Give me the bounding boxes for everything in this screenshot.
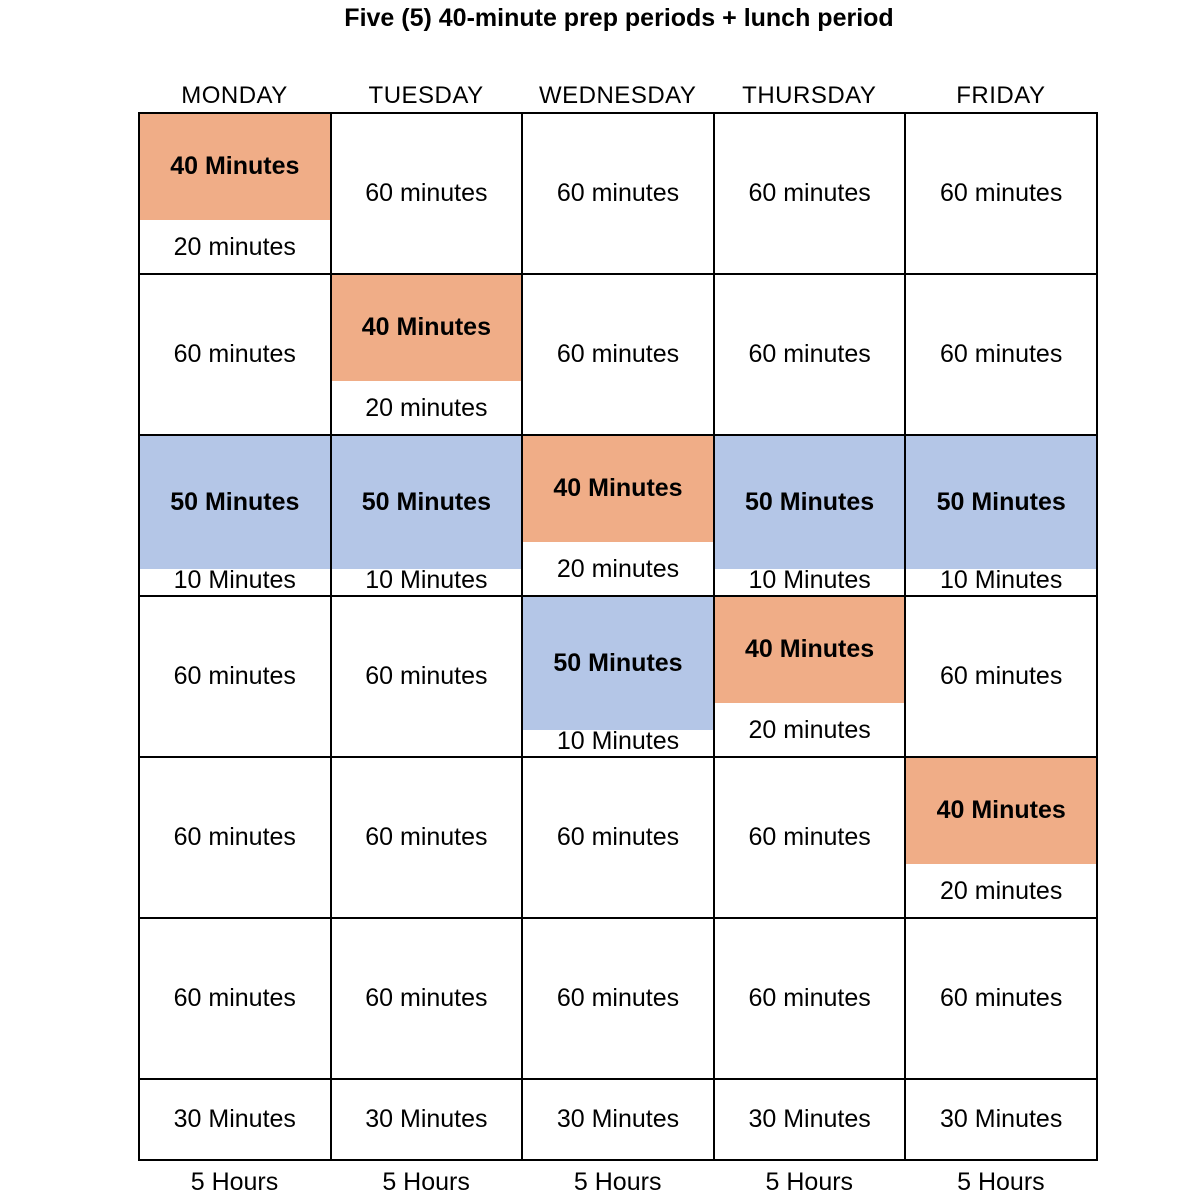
schedule-cell (905, 435, 1097, 596)
schedule-cell (139, 918, 331, 1079)
schedule-cell (522, 1079, 714, 1160)
period-duration: 60 minutes (556, 984, 680, 1012)
grid-row-line (138, 1078, 1098, 1080)
period-duration: 30 Minutes (365, 1105, 488, 1133)
schedule-cell (331, 113, 523, 274)
schedule-cell (522, 596, 714, 757)
remaining-time-label: 20 minutes (748, 716, 871, 744)
remaining-time-label: 20 minutes (940, 877, 1063, 905)
schedule-cell (331, 1079, 523, 1160)
daily-total-friday: 5 Hours (957, 1168, 1045, 1196)
prep-period-label: 40 Minutes (361, 313, 491, 341)
remaining-time-label: 10 Minutes (940, 566, 1063, 594)
period-duration: 60 minutes (556, 340, 680, 368)
period-duration: 60 minutes (748, 984, 871, 1012)
day-header-friday: FRIDAY (956, 82, 1046, 109)
grid-column-line (521, 113, 523, 1161)
schedule-cell (331, 274, 523, 435)
remaining-time-label: 10 Minutes (173, 566, 296, 594)
schedule-cell (331, 918, 523, 1079)
schedule-cell (714, 274, 906, 435)
page-title: Five (5) 40-minute prep periods + lunch period (344, 4, 894, 32)
grid-column-line (138, 113, 140, 1161)
schedule-cell (714, 596, 906, 757)
fifty-minute-label: 50 Minutes (170, 488, 300, 516)
schedule-cell (139, 757, 331, 918)
remaining-time-label: 20 minutes (173, 233, 296, 261)
schedule-cell (522, 757, 714, 918)
schedule-cell (905, 596, 1097, 757)
remaining-time-label: 10 Minutes (556, 727, 680, 755)
grid-column-line (904, 113, 906, 1161)
period-duration: 60 minutes (365, 662, 488, 690)
period-duration: 60 minutes (173, 662, 296, 690)
schedule-cell (905, 1079, 1097, 1160)
grid-column-line (713, 113, 715, 1161)
fifty-minute-label: 50 Minutes (553, 649, 683, 677)
period-duration: 60 minutes (748, 823, 871, 851)
schedule-cell (139, 1079, 331, 1160)
period-duration: 60 minutes (173, 340, 296, 368)
fifty-minute-label: 50 Minutes (744, 488, 875, 516)
period-duration: 30 Minutes (748, 1105, 871, 1133)
grid-row-line (138, 595, 1098, 597)
remaining-time-label: 20 minutes (556, 555, 680, 583)
period-duration: 60 minutes (940, 984, 1063, 1012)
schedule-cell (714, 435, 906, 596)
daily-total-monday: 5 Hours (190, 1168, 279, 1196)
schedule-cell (905, 918, 1097, 1079)
schedule-cell (714, 1079, 906, 1160)
schedule-cell (522, 918, 714, 1079)
schedule-cell (522, 274, 714, 435)
period-duration: 60 minutes (940, 340, 1063, 368)
fifty-minute-label: 50 Minutes (936, 488, 1066, 516)
schedule-grid (139, 113, 1097, 1163)
schedule-cell (331, 435, 523, 596)
schedule-cell (714, 757, 906, 918)
daily-total-tuesday: 5 Hours (382, 1168, 470, 1196)
period-duration: 60 minutes (556, 823, 680, 851)
period-duration: 30 Minutes (556, 1105, 680, 1133)
period-duration: 60 minutes (365, 984, 488, 1012)
period-duration: 60 minutes (556, 179, 680, 207)
period-duration: 60 minutes (748, 179, 871, 207)
period-duration: 30 Minutes (173, 1105, 296, 1133)
period-duration: 60 minutes (173, 984, 296, 1012)
schedule-cell (331, 757, 523, 918)
schedule-cell (139, 435, 331, 596)
period-duration: 60 minutes (940, 662, 1063, 690)
fifty-minute-label: 50 Minutes (361, 488, 491, 516)
schedule-cell (331, 596, 523, 757)
schedule-cell (905, 274, 1097, 435)
grid-row-line (138, 756, 1098, 758)
day-header-monday: MONDAY (181, 82, 288, 109)
schedule-cell (522, 435, 714, 596)
prep-period-label: 40 Minutes (936, 796, 1066, 824)
schedule-cell (139, 113, 331, 274)
period-duration: 60 minutes (940, 179, 1063, 207)
grid-row-line (138, 1159, 1098, 1161)
schedule-cell (139, 596, 331, 757)
grid-row-line (138, 112, 1098, 114)
grid-row-line (138, 434, 1098, 436)
schedule-cell (139, 274, 331, 435)
daily-total-thursday: 5 Hours (765, 1168, 854, 1196)
daily-total-wednesday: 5 Hours (573, 1168, 662, 1196)
schedule-cell (714, 918, 906, 1079)
schedule-cell (714, 113, 906, 274)
day-header-wednesday: WEDNESDAY (538, 82, 697, 109)
grid-row-line (138, 917, 1098, 919)
grid-row-line (138, 273, 1098, 275)
grid-column-line (330, 113, 332, 1161)
period-duration: 60 minutes (365, 179, 488, 207)
day-header-thursday: THURSDAY (742, 82, 877, 109)
prep-period-label: 40 Minutes (170, 152, 300, 180)
day-header-tuesday: TUESDAY (368, 82, 484, 109)
schedule-cell (522, 113, 714, 274)
grid-column-line (1096, 113, 1098, 1161)
remaining-time-label: 10 Minutes (365, 566, 488, 594)
period-duration: 60 minutes (365, 823, 488, 851)
schedule-cell (905, 757, 1097, 918)
prep-period-label: 40 Minutes (744, 635, 875, 663)
period-duration: 60 minutes (748, 340, 871, 368)
period-duration: 30 Minutes (940, 1105, 1063, 1133)
schedule-cell (905, 113, 1097, 274)
remaining-time-label: 20 minutes (365, 394, 488, 422)
period-duration: 60 minutes (173, 823, 296, 851)
prep-period-label: 40 Minutes (553, 474, 683, 502)
remaining-time-label: 10 Minutes (748, 566, 871, 594)
